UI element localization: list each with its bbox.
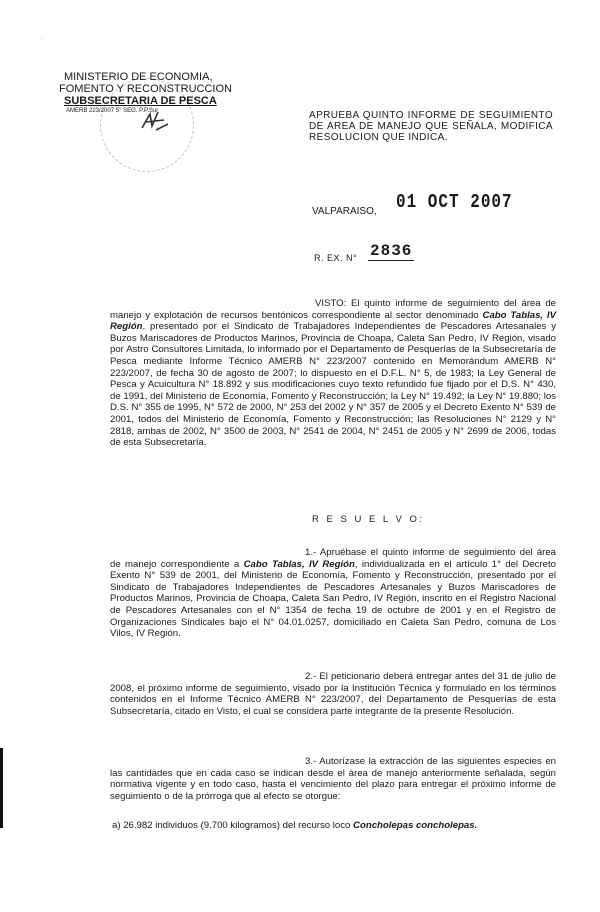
visto-site: Cabo Tablas, IV Región bbox=[110, 309, 556, 333]
subsecretaria-line: SUBSECRETARIA DE PESCA bbox=[64, 95, 217, 107]
rex-number: 2836 bbox=[370, 242, 413, 260]
place-label: VALPARAISO, bbox=[312, 206, 377, 217]
visto-paragraph bbox=[110, 298, 556, 449]
article-1-site: Cabo Tablas, IV Región bbox=[243, 558, 355, 570]
rex-label: R. EX. N° bbox=[314, 253, 358, 263]
article-2: 2.- El peticionario deberá entregar antes del 31 de julio de 2008, el próximo informe de seguimiento, visado por la Institución Técnica y formulado en los términos contenidos en el Informe Técnico AMERB N° 223/2007, del Departamento de Pesquerías de esta Subsecretaría, citado en Visto, el cual se considera parte integrante de la presente Resolución. bbox=[110, 671, 556, 717]
signature-mark bbox=[138, 106, 174, 136]
ministry-line-2: FOMENTO Y RECONSTRUCCION bbox=[59, 83, 232, 95]
article-3: 3.- Autorízase la extracción de las siguientes especies en las cantidades que en cada caso se indican desde el área de manejo anteriormente señalada, según normativa vigente y en todo caso, hasta el vencimiento del plazo para entregar el próximo informe de seguimiento o de la prórroga que al efecto se otorgue: bbox=[110, 756, 556, 802]
article-1-lead: 1.- Apruébase el quinto informe de seguimiento del área de manejo correspondiente a bbox=[110, 547, 556, 570]
visto-lead: VISTO: El quinto informe de seguimiento del área de manejo y explotación de recursos bentónicos correspondiente al sector denominado bbox=[110, 298, 556, 321]
article-1 bbox=[110, 547, 556, 640]
reference-code: AMERB 223/2007 5° SEG. P.P.Sur bbox=[66, 108, 159, 114]
item-a bbox=[112, 820, 556, 832]
resolution-subject: APRUEBA QUINTO INFORME DE SEGUIMIENTO DE AREA DE MANEJO QUE SEÑALA, MODIFICA RESOLUCION QUE INDICA. bbox=[309, 110, 553, 143]
scan-mark: · bbox=[41, 36, 43, 42]
article-1-body: , individualizada en el artículo 1° del Decreto Exento N° 539 de 2001, del Ministerio de Economía, Fomento y Reconstrucción, presentado por el Sindicato de Trabajadores Independientes de Pescadores Artesanales y Buzos Mariscadores de Productos Marinos, Provincia de Choapa, Caleta San Pedro, IV Región, inscrito en el Registro Nacional de Pescadores Artesanales con el N° 1354 de fecha 19 de octubre de 2001 y en el Registro de Organizaciones Sindicales bajo el N° 04.01.0257, domiciliado en Caleta San Pedro, comuna de Los Vilos, IV Región. bbox=[110, 558, 556, 640]
item-a-species: Concholepas concholepas. bbox=[353, 820, 478, 831]
resuelvo-heading: R E S U E L V O: bbox=[312, 514, 425, 525]
margin-scan-mark bbox=[0, 748, 3, 828]
stamped-date: 01 OCT 2007 bbox=[396, 191, 513, 213]
ministry-line-1: MINISTERIO DE ECONOMIA, bbox=[64, 71, 213, 83]
visto-body: , presentado por el Sindicato de Trabajadores Independientes de Pescadores Artesanales y Buzos Mariscadores de Productos Marinos, Provincia de Choapa, Caleta San Pedro, IV Región, visado por Astro Consultores Limitada, lo informado por el Departamento de Pesquerías de la Subsecretaría de Pesca mediante Informe Técnico AMERB N° 223/2007 contenido en Memorándum AMERB N° 223/2007, de fecha 30 de agosto de 2007; lo dispuesto en el D.F.L. N° 5, de 1983; la Ley General de Pesca y Acuicultura N° 18.892 y sus modificaciones cuyo texto refundido fue fijado por el D.S. N° 430, de 1991, del Ministerio de Economía, Fomento y Reconstrucción; la Ley N° 19.492; la Ley N° 19.880; los D.S. N° 355 de 1995, N° 572 de 2000, N° 253 del 2002 y N° 357 de 2005 y el Decreto Exento N° 539 de 2001, todos del Ministerio de Economía, Fomento y Reconstrucción; las Resoluciones N° 2129 y N° 2818, ambas de 2002, N° 3500 de 2003, N° 2541 de 2004, N° 2451 de 2005 y N° 2699 de 2006, todas de esta Subsecretaría. bbox=[110, 321, 556, 449]
item-a-lead: a) 26.982 individuos (9.700 kilogramos) del recurso loco bbox=[112, 820, 351, 831]
